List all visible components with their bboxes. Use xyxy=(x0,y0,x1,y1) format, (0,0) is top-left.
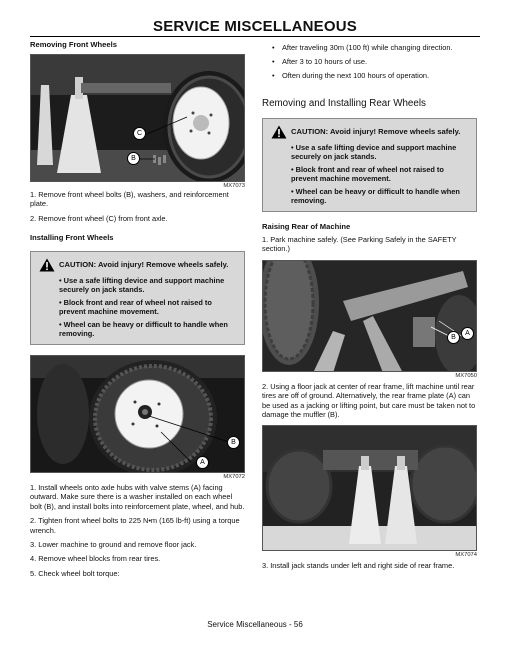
front-wheel-install-image xyxy=(31,356,245,473)
figure-label: MX7074 xyxy=(455,552,477,559)
caution-item: • Use a safe lifting device and support machine securely on jack stands. xyxy=(291,142,457,161)
installing-step-4: 4. Remove wheel blocks from rear tires. xyxy=(30,554,161,564)
installing-step-5: 5. Check wheel bolt torque: xyxy=(30,568,120,578)
caution-item: • Block front and rear of wheel not raised to prevent machine movement. xyxy=(291,164,444,183)
removing-front-heading: Removing Front Wheels xyxy=(30,40,117,49)
caution-item: • Wheel can be heavy or difficult to handle when removing. xyxy=(59,319,228,338)
raising-step-2: 2. Using a floor jack at center of rear frame, lift machine until rear tires are off of ground. Alternatively, the rear frame plate (A) can be used as a jacking or lifting point, but care must be taken not to damage the muffler (B). xyxy=(262,381,476,419)
callout-b: B xyxy=(127,152,140,165)
removing-step-2: 2. Remove front wheel (C) from front axle. xyxy=(30,213,168,223)
torque-check-item: • After traveling 30m (100 ft) while changing direction. xyxy=(262,43,477,52)
torque-check-list xyxy=(262,43,477,80)
caution-heading xyxy=(271,125,468,139)
warning-icon xyxy=(39,258,55,272)
jack-stands-image xyxy=(263,426,477,551)
right-column xyxy=(262,40,477,571)
rear-wheels-heading: Removing and Installing Rear Wheels xyxy=(262,98,426,110)
caution-heading-text: CAUTION: Avoid injury! Remove wheels safely. xyxy=(59,260,229,270)
callout-a: A xyxy=(196,456,209,469)
caution-item: • Wheel can be heavy or difficult to handle when removing. xyxy=(291,186,460,205)
callout-a: A xyxy=(461,327,474,340)
callout-b: B xyxy=(227,436,240,449)
left-column xyxy=(30,40,245,578)
page-footer: Service Miscellaneous - 56 xyxy=(207,620,303,629)
caution-box-rear xyxy=(262,118,477,212)
torque-check-item: • Often during the next 100 hours of operation. xyxy=(262,71,477,80)
raising-step-1: 1. Park machine safely. (See Parking Safely in the SAFETY section.) xyxy=(262,234,457,254)
caution-list xyxy=(59,276,236,338)
figure-front-wheel-removal xyxy=(30,54,245,182)
caution-item: • Use a safe lifting device and support machine securely on jack stands. xyxy=(59,275,225,294)
figure-label: MX7073 xyxy=(223,183,245,189)
callout-b: B xyxy=(447,331,460,344)
installing-step-3: 3. Lower machine to ground and remove floor jack. xyxy=(30,539,197,549)
figure-label: MX7072 xyxy=(223,473,245,480)
title-rule xyxy=(30,36,480,37)
torque-check-item: • After 3 to 10 hours of use. xyxy=(262,57,477,66)
raising-step-3: 3. Install jack stands under left and right side of rear frame. xyxy=(262,561,455,571)
warning-icon xyxy=(271,125,287,139)
raising-rear-heading: Raising Rear of Machine xyxy=(262,221,351,231)
figure-rear-frame xyxy=(262,260,477,372)
figure-jack-stands xyxy=(262,425,477,551)
caution-box-front xyxy=(30,251,245,345)
removing-step-1: 1. Remove front wheel bolts (B), washers, and reinforcement plate. xyxy=(30,190,229,209)
page-title: SERVICE MISCELLANEOUS xyxy=(153,18,357,35)
figure-label: MX7050 xyxy=(455,372,477,379)
caution-heading-text: CAUTION: Avoid injury! Remove wheels safely. xyxy=(291,127,461,137)
caution-heading xyxy=(39,258,236,272)
caution-list xyxy=(291,143,468,205)
callout-c: C xyxy=(133,127,146,140)
installing-step-1: 1. Install wheels onto axle hubs with valve stems (A) facing outward. Make sure there is a washer installed on each wheel bolt (B), and install bolts into reinforcement plate, wheel, and hub. xyxy=(30,482,245,511)
figure-front-wheel-install xyxy=(30,355,245,473)
installing-front-heading: Installing Front Wheels xyxy=(30,233,114,243)
rear-frame-image xyxy=(263,261,477,372)
installing-step-2: 2. Tighten front wheel bolts to 225 N•m (165 lb-ft) using a torque wrench. xyxy=(30,516,240,535)
caution-item: • Block front and rear of wheel not raised to prevent machine movement. xyxy=(59,297,212,316)
